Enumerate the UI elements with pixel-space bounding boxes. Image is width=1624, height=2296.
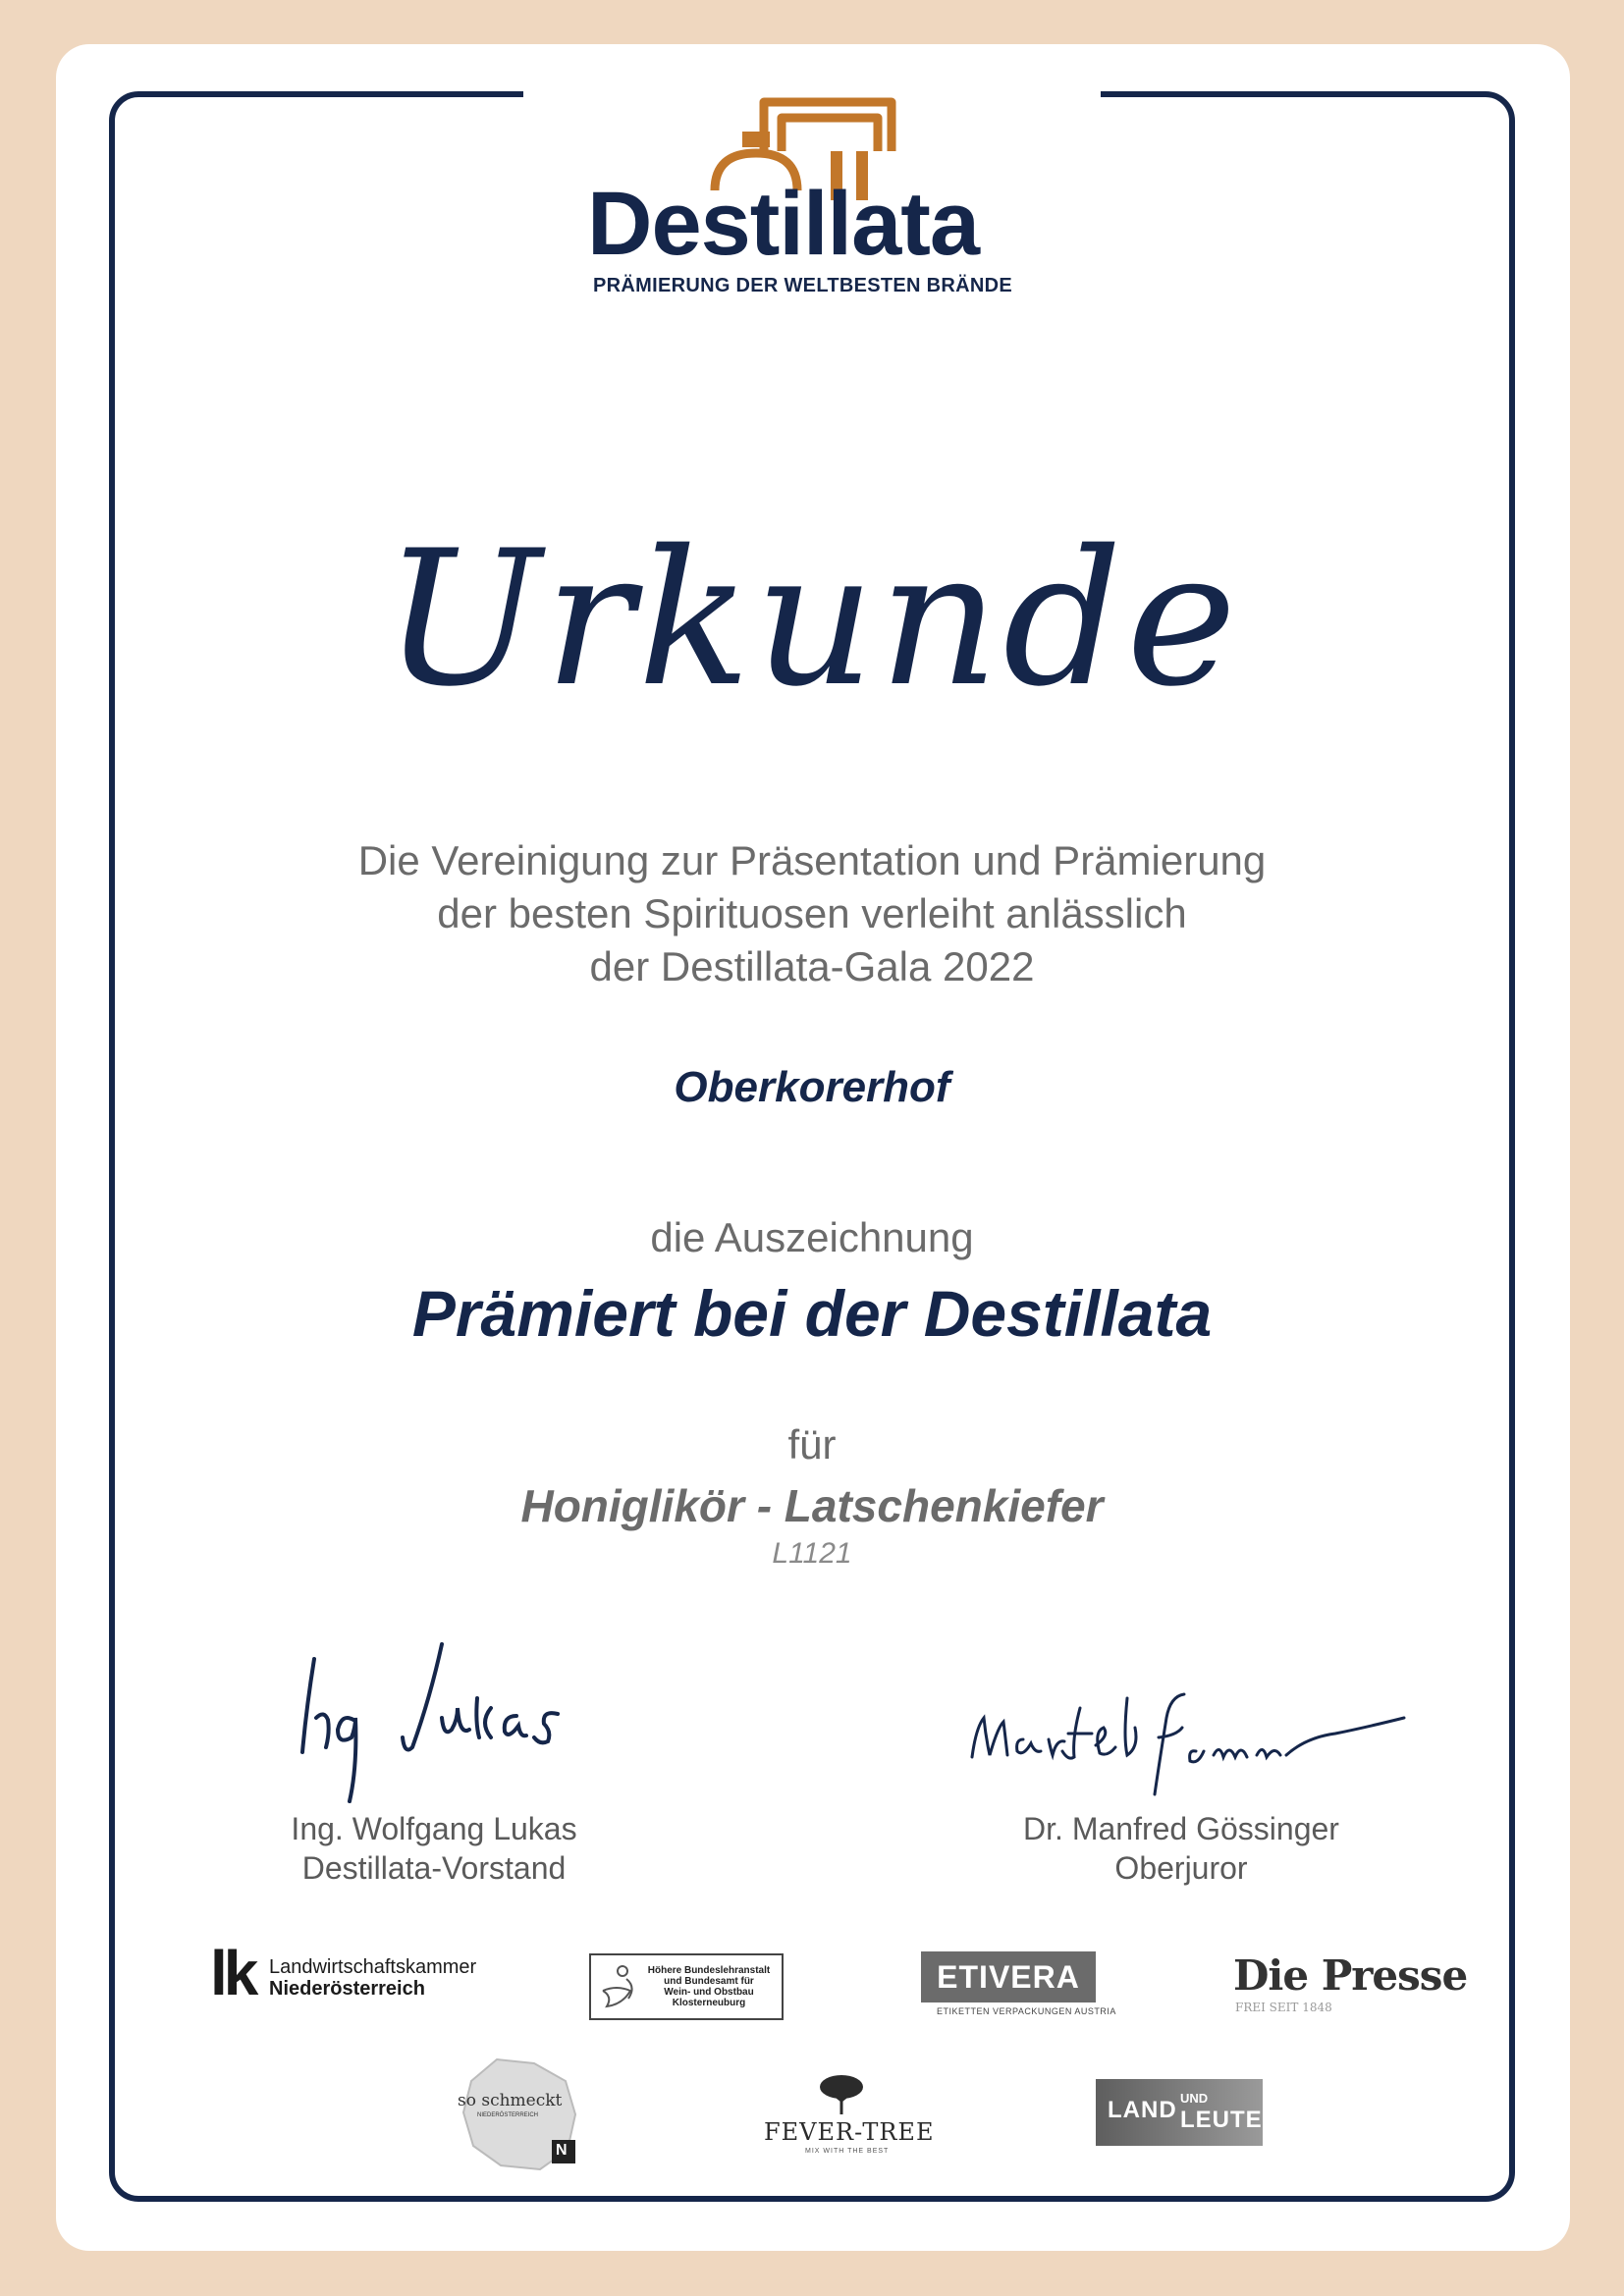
logo-tagline: PRÄMIERUNG DER WELTBESTEN BRÄNDE	[593, 275, 1013, 296]
tree-icon	[817, 2073, 866, 2116]
etivera-name: ETIVERA	[921, 1951, 1096, 2002]
leute-text: LEUTE	[1180, 2107, 1263, 2133]
etivera-sub: ETIKETTEN VERPACKUNGEN AUSTRIA	[937, 2006, 1116, 2016]
intro-line-2: der besten Spirituosen verleiht anlässlich	[437, 890, 1187, 936]
award-title: Prämiert bei der Destillata	[411, 1277, 1213, 1350]
destillata-logo	[587, 92, 1019, 302]
sponsor-so-schmeckt-logo	[458, 2052, 585, 2179]
so-schmeckt-name: so schmeckt	[458, 2091, 563, 2110]
intro-line-1: Die Vereinigung zur Präsentation und Prämierung	[357, 837, 1267, 883]
hbla-line-3: Wein- und Obstbau	[664, 1987, 754, 1998]
und-text: UND	[1180, 2091, 1209, 2106]
signatory-2	[936, 1809, 1427, 1888]
signatory-2-name: Dr. Manfred Gössinger	[1023, 1811, 1339, 1846]
signatory-1-role: Destillata-Vorstand	[301, 1850, 567, 1886]
sponsor-hbla-logo	[589, 1953, 784, 2020]
sponsor-lk-logo	[210, 1938, 505, 2008]
hbla-line-4: Klosterneuburg	[672, 1998, 746, 2008]
award-prefix: die Auszeichnung	[650, 1214, 974, 1260]
hbla-line-2: und Bundesamt für	[664, 1976, 754, 1987]
lk-mark: lk	[210, 1938, 255, 2008]
sponsor-presse-logo	[1233, 1951, 1468, 2020]
certificate-title: Urkunde	[383, 510, 1241, 727]
product-name: Honiglikör - Latschenkiefer	[520, 1480, 1104, 1531]
land-text: LAND	[1108, 2097, 1177, 2123]
sponsor-land-und-leute-logo	[1096, 2079, 1263, 2146]
so-schmeckt-badge: N	[556, 2142, 568, 2159]
sponsor-fever-tree-logo	[764, 2073, 935, 2171]
sponsor-etivera-logo	[921, 1951, 1116, 2020]
logo-wordmark: Destillata	[587, 174, 980, 274]
recipient-name: Oberkorerhof	[674, 1063, 950, 1111]
signature-lukas	[295, 1639, 569, 1816]
lot-number: L1121	[772, 1537, 852, 1570]
signatory-1	[189, 1809, 679, 1888]
hbla-emblem-icon	[597, 1961, 640, 2012]
hbla-line-1: Höhere Bundeslehranstalt	[647, 1965, 771, 1976]
presse-name: Die Presse	[1233, 1951, 1468, 2000]
lk-line-2: Niederösterreich	[269, 1978, 425, 2000]
fever-tree-sub: MIX WITH THE BEST	[805, 2148, 890, 2155]
intro-line-3: der Destillata-Gala 2022	[589, 943, 1035, 989]
hbla-text	[640, 1965, 778, 2008]
intro-text	[0, 834, 1624, 993]
signature-goessinger	[962, 1679, 1414, 1806]
so-schmeckt-sub: NIEDERÖSTERREICH	[477, 2112, 539, 2118]
signatory-2-role: Oberjuror	[1114, 1850, 1248, 1886]
presse-sub: FREI SEIT 1848	[1235, 2001, 1332, 2014]
signatory-1-name: Ing. Wolfgang Lukas	[291, 1811, 577, 1846]
for-label: für	[787, 1421, 837, 1468]
lk-line-1: Landwirtschaftskammer	[269, 1956, 477, 1978]
lk-text	[269, 1956, 476, 2000]
fever-tree-name: FEVER-TREE	[764, 2118, 935, 2146]
